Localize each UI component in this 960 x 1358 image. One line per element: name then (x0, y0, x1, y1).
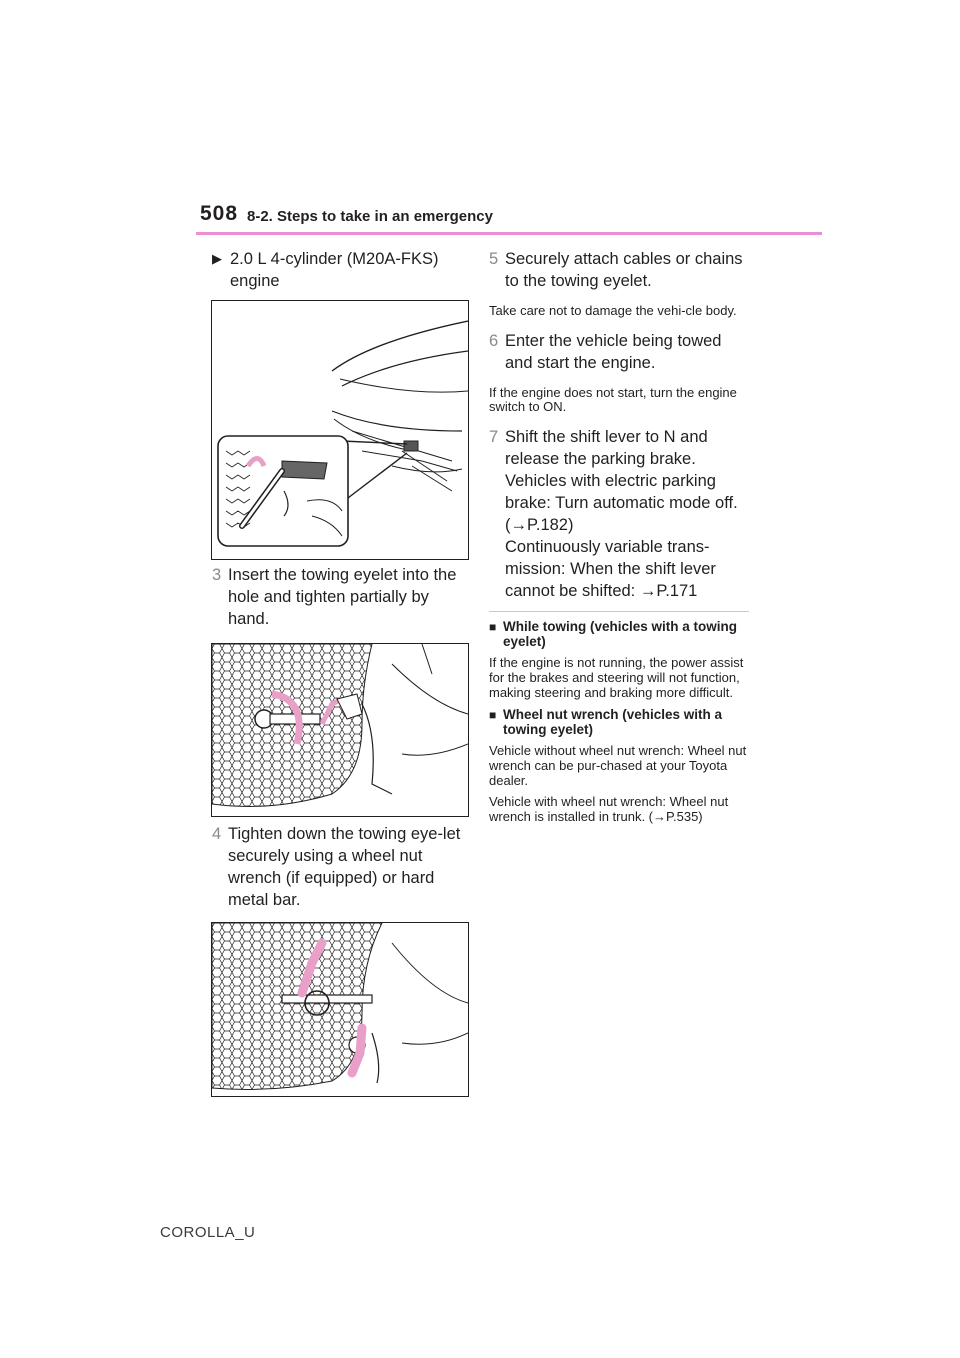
step-6-number: 6 (489, 332, 499, 350)
info-1-title (489, 619, 751, 649)
header-divider (196, 232, 822, 235)
step-5-note: Take care not to damage the vehi-cle body. (489, 303, 737, 318)
section-title: 8-2. Steps to take in an emergency (247, 208, 493, 225)
square-icon: ■ (489, 620, 497, 634)
info-2-body-2: Vehicle with wheel nut wrench: Wheel nut wrench is installed in trunk. (→P.535) (489, 794, 729, 824)
step-4-number: 4 (212, 825, 222, 843)
step-6 (489, 330, 751, 374)
step-6-note: If the engine does not start, turn the engine switch to ON. (489, 385, 737, 414)
step-5-text: Securely attach cables or chains to the towing eyelet. (505, 250, 743, 290)
right-column (489, 248, 751, 602)
step-7-line-2: Vehicles with electric parking brake: Turn automatic mode off. (→P.182) (505, 472, 738, 534)
step-5-number: 5 (489, 250, 499, 268)
step-3-text: Insert the towing eyelet into the hole and tighten partially by hand. (228, 566, 457, 628)
step-7-line-1: Shift the shift lever to N and release the parking brake. (505, 428, 708, 468)
step-7-line-3: Continuously variable trans-mission: When the shift lever cannot be shifted: →P.171 (505, 538, 716, 600)
info-2-title (489, 707, 751, 737)
info-1-body: If the engine is not running, the power assist for the brakes and steering will not function, making steering and braking more difficult. (489, 655, 744, 700)
step-3 (212, 564, 468, 630)
figure-cover-removal (211, 300, 469, 560)
info-2-body-1: Vehicle without wheel nut wrench: Wheel nut wrench can be pur-chased at your Toyota dealer. (489, 743, 747, 788)
page-number: 508 (200, 202, 239, 225)
info-divider (489, 611, 749, 612)
step-3-block (212, 564, 468, 630)
step-5 (489, 248, 751, 292)
step-4-text: Tighten down the towing eye-let securely using a wheel nut wrench (if equipped) or hard metal bar. (228, 825, 461, 909)
square-icon: ■ (489, 708, 497, 722)
figure-tighten-eyelet (211, 922, 469, 1097)
info-section (489, 619, 751, 824)
step-7-number: 7 (489, 428, 499, 446)
engine-bullet (212, 248, 468, 292)
step-4-block (212, 823, 468, 911)
figure-insert-eyelet (211, 643, 469, 817)
step-3-number: 3 (212, 566, 222, 584)
info-2-title-text: Wheel nut wrench (vehicles with a towing eyelet) (503, 707, 723, 737)
step-4 (212, 823, 468, 911)
triangle-right-icon: ▶ (212, 251, 222, 266)
tighten-eyelet-illustration (212, 923, 468, 1096)
left-column (212, 248, 468, 292)
cover-removal-illustration (212, 301, 468, 559)
step-7 (489, 426, 751, 602)
step-6-text: Enter the vehicle being towed and start the engine. (505, 332, 722, 372)
engine-bullet-text: 2.0 L 4-cylinder (M20A-FKS) engine (230, 250, 439, 290)
insert-eyelet-illustration (212, 644, 468, 816)
info-1-title-text: While towing (vehicles with a towing eyelet) (503, 619, 738, 649)
footer-model: COROLLA_U (160, 1224, 256, 1241)
